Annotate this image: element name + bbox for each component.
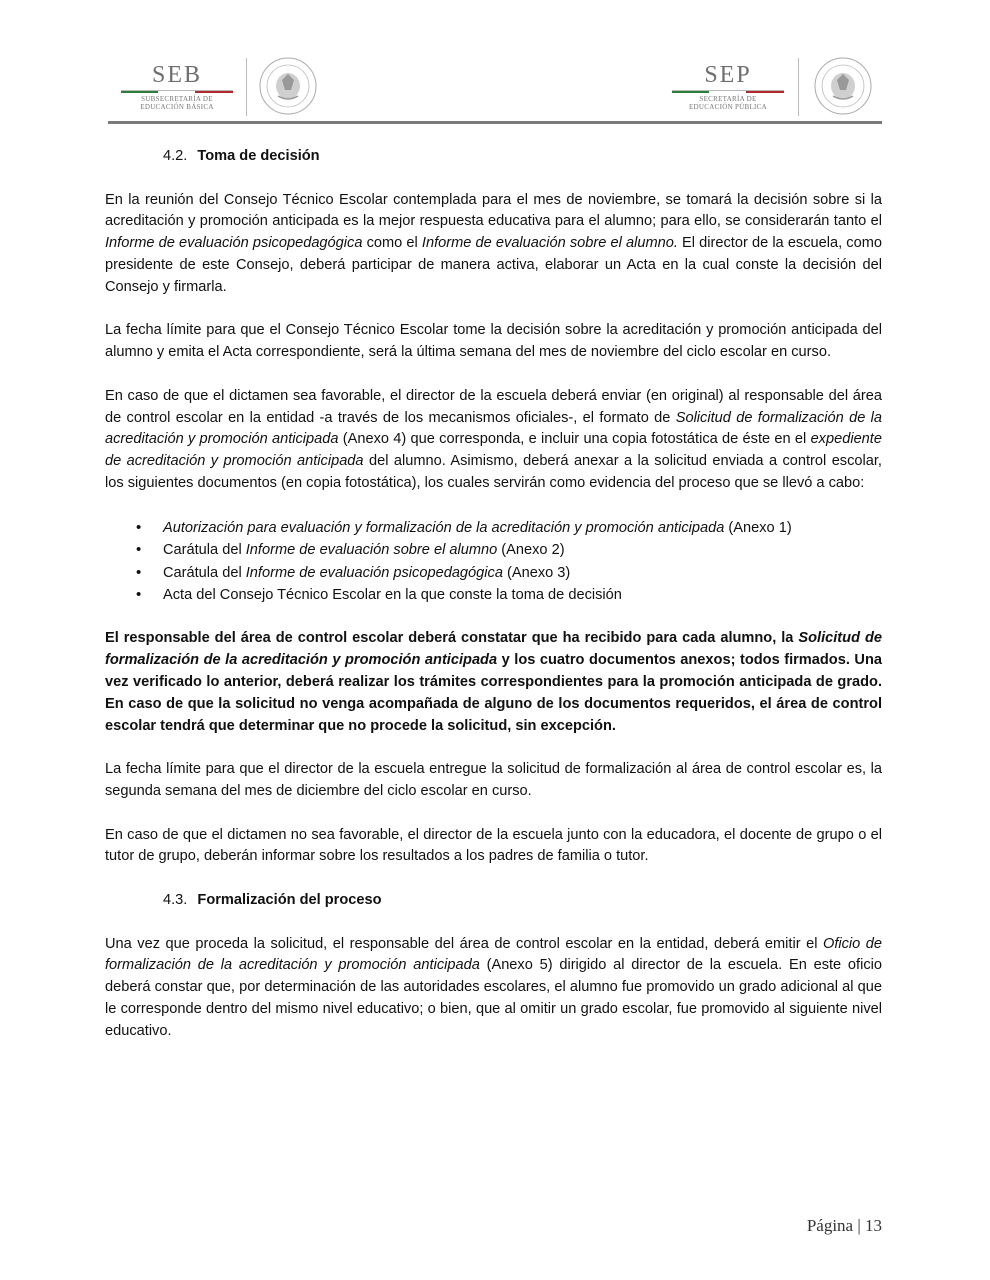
paragraph: En caso de que el dictamen sea favorable, el director de la escuela deberá enviar (en original) al responsable del área de control escolar en la entidad -a través de los mecanismos oficiales-, el formato de Solicitud de formalización de la acreditación y promoción anticipada (Anexo 4) que corresponda, e incluir una copia fotostática de éste en el expediente de acreditación y promoción anticipada del alumno. Asimismo, deberá anexar a la solicitud enviada a control escolar, los siguientes documentos (en copia fotostática), los cuales servirán como evidencia del proceso que se llevó a cabo:	[105, 387, 882, 491]
flag-stripe	[121, 90, 233, 93]
paragraph: La fecha límite para que el Consejo Técnico Escolar tome la decisión sobre la acreditación y promoción anticipada del alumno y emita el Acta correspondiente, será la última semana del mes de noviembre del ciclo escolar en curso.	[105, 322, 882, 361]
seb-line1: SUBSECRETARÍA DE	[141, 95, 213, 103]
document-body	[105, 140, 882, 1064]
paragraph: Una vez que proceda la solicitud, el responsable del área de control escolar en la entidad, deberá emitir el Oficio de formalización de la acreditación y promoción anticipada (Anexo 5) dirigido al director de la escuela. En este oficio deberá constar que, por determinación de las autoridades escolares, el alumno fue promovido un grado adicional al que le corresponde dentro del mismo nivel educativo; o bien, que al omitir un grado escolar, fue promovido al siguiente nivel educativo.	[105, 935, 883, 1039]
annex-list	[105, 517, 882, 607]
coat-of-arms-seal-icon	[813, 56, 873, 116]
sep-logo	[663, 62, 793, 111]
sep-line2: EDUCACIÓN PÚBLICA	[688, 103, 768, 111]
bold-paragraph: El responsable del área de control escolar deberá constatar que ha recibido para cada alumno, la Solicitud de formalización de la acreditación y promoción anticipada y los cuatro documentos anexos; todos firmados. Una vez verificado lo anterior, deberá realizar los trámites correspondientes para la promoción anticipada de grado. En caso de que la solicitud no venga acompañada de alguno de los documentos requeridos, el área de control escolar tendrá que determinar que no procede la solicitud, sin excepción.	[105, 630, 882, 734]
section-heading-4-3	[163, 890, 882, 912]
header-divider	[798, 58, 799, 116]
coat-of-arms-seal-icon	[258, 56, 318, 116]
page-header	[108, 48, 882, 128]
paragraph: La fecha límite para que el director de la escuela entregue la solicitud de formalización al área de control escolar es, la segunda semana del mes de diciembre del ciclo escolar en curso.	[105, 761, 882, 799]
seb-acronym: SEB	[151, 62, 202, 88]
footer-separator: |	[857, 1216, 861, 1235]
seb-logo	[118, 62, 236, 111]
section-number: 4.2.	[163, 148, 188, 164]
header-divider	[246, 58, 247, 116]
list-item: • Carátula del Informe de evaluación psicopedagógica (Anexo 3)	[163, 562, 882, 585]
paragraph: En la reunión del Consejo Técnico Escolar contemplada para el mes de noviembre, se tomará la decisión sobre si la acreditación y promoción anticipada es la mejor respuesta educativa para el alumno; para ello, se considerarán tanto el Informe de evaluación psicopedagógica como el Informe de evaluación sobre el alumno. El director de la escuela, como presidente de este Consejo, deberá participar de manera activa, elaborar un Acta en la cual conste la decisión del Consejo y firmarla.	[105, 191, 882, 295]
list-item: • Carátula del Informe de evaluación sobre el alumno (Anexo 2)	[163, 539, 882, 562]
page-footer	[807, 1216, 882, 1236]
sep-acronym: SEP	[704, 62, 752, 88]
section-title: Toma de decisión	[197, 148, 320, 164]
paragraph: En caso de que el dictamen no sea favorable, el director de la escuela junto con la educadora, el docente de grupo o el tutor de grupo, deberán informar sobre los resultados a los padres de familia o tutor.	[105, 826, 882, 865]
section-heading-4-2	[163, 146, 882, 168]
seb-line2: EDUCACIÓN BÁSICA	[140, 103, 214, 111]
flag-stripe	[672, 90, 784, 93]
page-label: Página	[806, 1216, 854, 1235]
list-item: • Acta del Consejo Técnico Escolar en la que conste la toma de decisión	[163, 584, 882, 607]
header-rule	[108, 121, 882, 124]
section-number: 4.3.	[163, 891, 188, 908]
section-title: Formalización del proceso	[197, 891, 382, 908]
sep-line1: SECRETARÍA DE	[699, 95, 757, 103]
page-number: 13	[865, 1216, 882, 1235]
list-item: • Autorización para evaluación y formalización de la acreditación y promoción anticipada (Anexo 1)	[163, 517, 882, 540]
